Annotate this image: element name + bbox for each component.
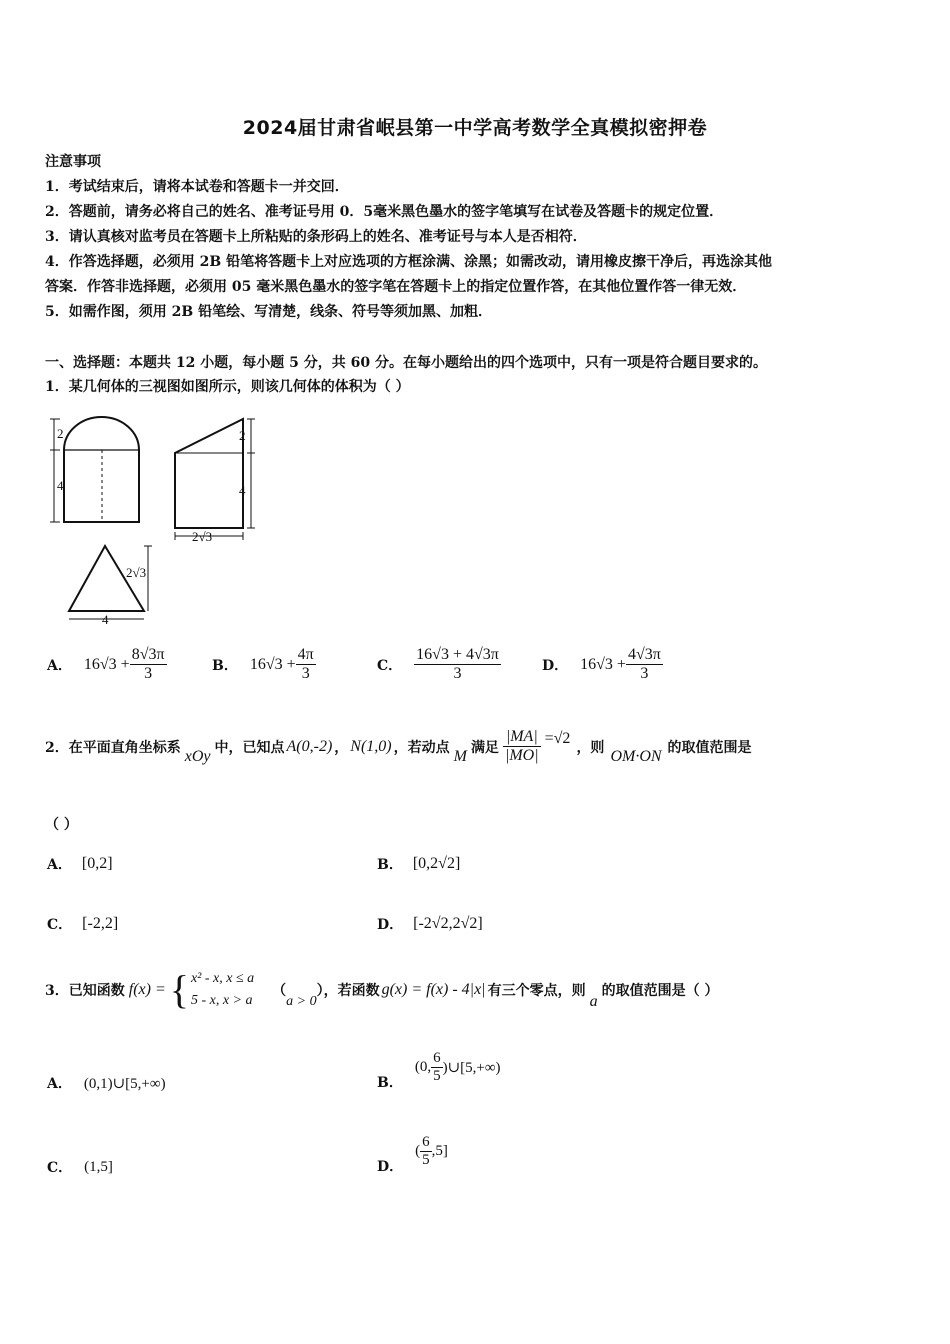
q2-point-a: A(0,-2): [286, 737, 333, 755]
q3-option-a-value: (0,1)∪[5,+∞): [83, 1075, 166, 1092]
q1-option-b[interactable]: [212, 646, 316, 683]
q1-dim-w3: 4: [102, 612, 109, 627]
q1-option-a-pre: 16√3 +: [83, 655, 130, 673]
q2-option-b[interactable]: [377, 854, 460, 874]
q3-option-d-fraction: [420, 1134, 432, 1169]
q3-stem: [45, 968, 718, 1012]
q3-option-b-pre: (0,: [414, 1059, 432, 1075]
q2-text-5: ，则: [576, 739, 605, 756]
q3-option-a-label: A．: [47, 1076, 72, 1092]
q3-option-b[interactable]: [377, 1050, 501, 1091]
q1-option-d-fraction: [626, 646, 663, 683]
q3-option-b-label: B．: [377, 1074, 403, 1091]
q1-option-a[interactable]: [47, 646, 167, 683]
q1-dim-2a: 2: [57, 426, 64, 441]
notice-item-1: 1．考试结束后，请将本试卷和答题卡一并交回．: [45, 179, 349, 195]
section-heading: 一、选择题：本题共 12 小题，每小题 5 分，共 60 分。在每小题给出的四个选项中，只有一项是符合题目要求的。: [45, 355, 767, 371]
q2-option-b-value: [0,2√2]: [412, 855, 461, 872]
q1-option-c-label: C．: [377, 657, 403, 674]
q2-point-n: N(1,0): [350, 737, 392, 755]
q1-option-b-den: 3: [301, 665, 310, 682]
q2-text-3: ，若动点: [393, 739, 450, 756]
q2-ratio-fraction: [503, 728, 541, 765]
q2-text-4: 满足: [470, 739, 499, 756]
notice-item-3: 3．请认真核对监考员在答题卡上所粘贴的条形码上的姓名、准考证号与本人是否相符．: [45, 229, 587, 245]
q1-option-d[interactable]: [542, 646, 663, 683]
q3-option-d-num: 6: [422, 1134, 430, 1150]
q1-option-b-fraction: [296, 646, 316, 683]
q3-option-b-num: 6: [433, 1050, 441, 1066]
q2-ratio-den: |MO|: [504, 747, 539, 764]
q3-option-d[interactable]: [377, 1134, 448, 1175]
q1-option-a-fraction: [130, 646, 167, 683]
q3-option-a[interactable]: [47, 1073, 166, 1093]
q1-option-d-den: 3: [640, 665, 649, 682]
q3-condition: a > 0: [286, 994, 317, 1009]
q1-option-d-pre: 16√3 +: [580, 655, 626, 673]
q1-stem: 1．某几何体的三视图如图所示，则该几何体的体积为（ ）: [45, 379, 410, 395]
q2-stem: [45, 728, 752, 765]
notice-item-4: 4．作答选择题，必须用 2B 铅笔将答题卡上对应选项的方框涂满、涂黑；如需改动，请用橡皮擦干净后，再选涂其他: [45, 254, 773, 270]
q2-ratio-value: =√2: [544, 729, 571, 747]
q1-option-a-num: 8√3π: [131, 646, 165, 663]
q3-piecewise: [191, 968, 254, 1012]
q1-dim-2b: 2: [239, 428, 246, 443]
q3-option-c[interactable]: [47, 1157, 113, 1177]
q1-option-b-label: B．: [212, 657, 238, 674]
q2-answer-paren: （ ）: [45, 817, 78, 833]
q2-option-d[interactable]: [377, 914, 483, 934]
q1-option-b-pre: 16√3 +: [249, 655, 296, 673]
q1-option-d-num: 4√3π: [627, 646, 661, 663]
page-title: 2024届甘肃省岷县第一中学高考数学全真模拟密押卷: [242, 117, 708, 139]
q2-text-2: 中，已知点: [214, 739, 285, 756]
q3-option-d-post: ,5]: [431, 1143, 448, 1159]
q3-gx: g(x) = f(x) - 4|x|: [381, 981, 486, 998]
q2-option-c-label: C．: [47, 917, 73, 933]
q3-option-d-den: 5: [422, 1152, 430, 1168]
q2-option-d-label: D．: [377, 917, 404, 933]
q3-option-b-post: )∪[5,+∞): [442, 1060, 501, 1076]
q3-param-a: a: [589, 993, 598, 1010]
q3-text-2: （: [272, 983, 287, 999]
q2-option-b-label: B．: [377, 857, 403, 873]
q1-option-b-num: 4π: [297, 646, 314, 663]
q3-case-2: 5 - x, x > a: [190, 993, 253, 1008]
q1-option-c-fraction: [414, 646, 501, 683]
notice-item-4-cont: 答案．作答非选择题，必须用 05 毫米黑色墨水的签字笔在答题卡上的指定位置作答，在其他位置作答一律无效．: [45, 279, 747, 295]
q1-option-c-den: 3: [453, 665, 462, 682]
q3-option-d-pre: (: [415, 1143, 421, 1159]
q3-text-3: ），若函数: [316, 983, 380, 999]
q3-option-d-label: D．: [377, 1158, 404, 1175]
q3-option-b-fraction: [431, 1050, 443, 1085]
q2-option-c-value: [-2,2]: [82, 915, 119, 932]
q3-brace: {: [169, 967, 189, 1012]
q2-option-a-value: [0,2]: [81, 855, 113, 872]
notice-heading: 注意事项: [45, 154, 101, 170]
q1-three-view-figure: [40, 405, 270, 630]
q1-option-c[interactable]: [377, 646, 501, 683]
q1-option-c-num: 16√3 + 4√3π: [416, 646, 499, 663]
q3-case-1: x² - x, x ≤ a: [190, 971, 255, 986]
q3-option-c-label: C．: [47, 1160, 73, 1176]
q2-text-6: 的取值范围是: [667, 739, 752, 756]
q2-option-c[interactable]: [47, 914, 118, 934]
q2-point-m: M: [453, 747, 467, 765]
q2-comma: ，: [334, 739, 349, 756]
q2-xoy: xOy: [184, 747, 211, 765]
q3-fx: f(x) =: [128, 981, 166, 998]
q2-dot-product: OM·ON: [610, 747, 662, 765]
q2-option-a[interactable]: [47, 854, 113, 874]
q1-dim-w1: 2√3: [192, 529, 213, 544]
q1-dim-h3: 2√3: [126, 565, 147, 580]
q3-option-c-value: (1,5]: [84, 1158, 113, 1175]
q1-option-a-label: A．: [47, 657, 72, 674]
q1-option-d-label: D．: [542, 657, 569, 674]
q3-text-1: 3．已知函数: [45, 983, 125, 999]
q1-dim-4b: 4: [239, 483, 246, 498]
q2-option-d-value: [-2√2,2√2]: [413, 915, 483, 932]
q1-dim-4a: 4: [57, 478, 64, 493]
q3-text-5: 的取值范围是（ ）: [601, 983, 719, 999]
q1-option-a-den: 3: [144, 665, 153, 682]
notice-item-2: 2．答题前，请务必将自己的姓名、准考证号用 0．5毫米黑色墨水的签字笔填写在试卷及答题卡的规定位置．: [45, 204, 724, 220]
notice-item-5: 5．如需作图，须用 2B 铅笔绘、写清楚，线条、符号等须加黑、加粗．: [45, 304, 493, 320]
q3-text-4: 有三个零点，则: [487, 983, 586, 999]
q2-text-1: 2．在平面直角坐标系: [45, 739, 181, 756]
q2-option-a-label: A．: [47, 857, 72, 873]
q2-ratio-num: |MA|: [503, 728, 541, 747]
q3-option-b-den: 5: [433, 1068, 441, 1084]
